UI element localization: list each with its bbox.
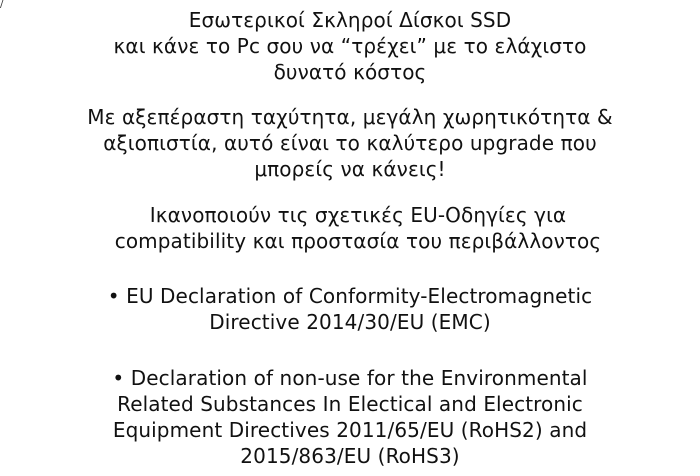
title-line-3: δυνατό κόστος: [273, 60, 427, 84]
emc-directive-item: [0, 283, 700, 335]
description-line-2: αξιοπιστία, αυτό είναι το καλύτερο upgrade που: [103, 131, 597, 155]
description-line-3: μπορείς να κάνεις!: [254, 157, 446, 181]
compliance-statement: [8, 202, 700, 254]
title-line-1: Εσωτερικοί Σκληροί Δίσκοι SSD: [188, 8, 512, 32]
rohs-line-3: Equipment Directives 2011/65/EU (RoHS2) and: [112, 418, 588, 442]
rohs-directive-item: [0, 365, 700, 469]
description-line-1: Με αξεπέραστη ταχύτητα, μεγάλη χωρητικότητα &: [87, 105, 613, 129]
product-title: [0, 7, 700, 85]
emc-line-2: Directive 2014/30/EU (EMC): [209, 310, 491, 334]
product-description: [0, 104, 700, 182]
compliance-line-2: compatibility και προστασία του περιβάλλοντος: [114, 229, 602, 253]
title-line-2: και κάνε το Pc σου να “τρέχει” με το ελάχιστο: [113, 34, 587, 58]
compliance-line-1: Ικανοποιούν τις σχετικές EU-Οδηγίες για: [149, 203, 567, 227]
emc-line-1: • EU Declaration of Conformity-Electromagnetic: [107, 284, 593, 308]
rohs-line-2: Related Substances In Electical and Electronic: [117, 392, 583, 416]
corner-mark: /: [0, 0, 4, 10]
rohs-line-4: 2015/863/EU (RoHS3): [240, 444, 460, 468]
rohs-line-1: • Declaration of non-use for the Environmental: [112, 366, 588, 390]
